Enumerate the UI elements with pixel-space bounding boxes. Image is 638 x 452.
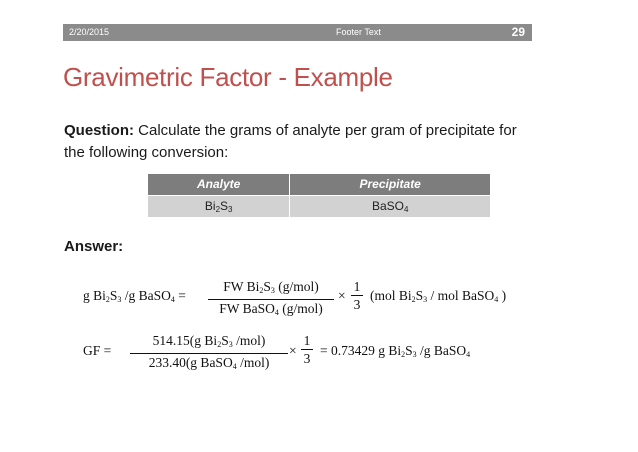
conversion-table [148,174,490,217]
question-paragraph [64,120,534,164]
equation1-lhs: g $Bi_2S_3$ /g BaSO$_4$ = [83,288,186,304]
equation1-times: × [338,288,346,303]
table-cell-precipitate: BaSO$_4$ [290,195,490,217]
equation2-fraction-mass [130,332,288,375]
equation1-rhs: (mol $Bi_2S_3$ / mol BaSO$_4$ ) [370,288,507,304]
equation1-ratio-numerator: 1 [353,279,361,294]
equation2-denominator: 233.40(g BaSO$_4$ /mol) [148,355,270,371]
table-header-row [148,174,490,195]
slide-date: 2/20/2015 [69,27,110,37]
equation2-lhs: GF = [83,343,112,358]
equation-gravimetric-factor-general [83,276,543,320]
equation2-result: = 0.73429 g $Bi_2S_3$ /g BaSO$_4$ [320,343,471,359]
equation-gravimetric-factor-value [83,330,543,374]
equation2-numerator: 514.15(g $Bi_2S_3$ /mol) [152,333,266,349]
equation1-fraction-fw [208,278,334,321]
equation2-fraction-ratio [301,332,313,367]
slide-header-bar [63,24,532,41]
equation2-ratio-numerator: 1 [303,333,311,348]
equation1-denominator: FW BaSO$_4$ (g/mol) [219,301,323,317]
footer-text: Footer Text [336,27,381,37]
table-header-analyte: Analyte [148,174,290,195]
equation1-numerator: FW $Bi_2S_3$ (g/mol) [223,279,319,295]
table-row [148,195,490,217]
answer-label: Answer: [64,238,124,255]
slide-title: Gravimetric Factor - Example [63,62,393,92]
question-label: Question: [64,122,134,139]
page-number: 29 [511,25,525,39]
equation2-ratio-denominator: 3 [303,351,311,366]
equation1-fraction-ratio [351,278,363,313]
question-text: Calculate the grams of analyte per gram of precipitate for the following conversion: [64,122,517,161]
equation2-times: × [289,343,297,358]
table-header-precipitate: Precipitate [290,174,490,195]
table-cell-analyte: $Bi_2S_3$ [148,195,290,217]
equation1-ratio-denominator: 3 [353,297,361,312]
